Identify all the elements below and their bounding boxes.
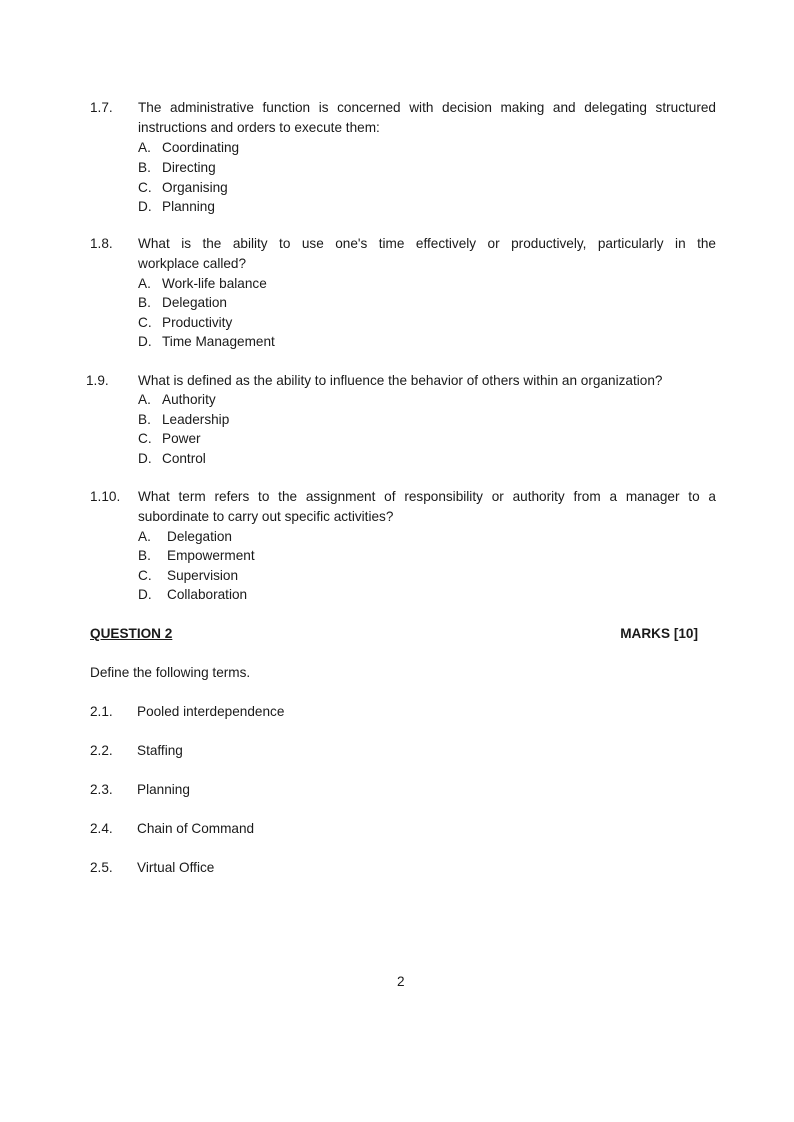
item-number: 2.3.: [90, 782, 113, 797]
option-text: Coordinating: [162, 140, 240, 155]
option-text: Delegation: [167, 529, 232, 544]
page-number: 2: [397, 974, 405, 989]
option-letter: C.: [138, 180, 152, 195]
question-text: subordinate to carry out specific activities?: [138, 509, 394, 524]
question-number: 1.7.: [90, 100, 113, 115]
option-text: Directing: [162, 160, 216, 175]
option-letter: C.: [138, 568, 152, 583]
item-number: 2.2.: [90, 743, 113, 758]
option-text: Supervision: [167, 568, 239, 583]
option-letter: B.: [138, 412, 151, 427]
question-text: What is the ability to use one's time effectively or productively, particularly in the: [138, 236, 716, 251]
option-letter: A.: [138, 276, 151, 291]
question-text: The administrative function is concerned with decision making and delegating structured: [138, 100, 716, 115]
item-number: 2.4.: [90, 821, 113, 836]
option-text: Power: [162, 431, 201, 446]
instruction-text: Define the following terms.: [90, 665, 251, 680]
marks-label: MARKS [10]: [620, 626, 698, 641]
option-letter: C.: [138, 431, 152, 446]
option-text: Planning: [162, 199, 215, 214]
item-number: 2.5.: [90, 860, 113, 875]
question-text: What is defined as the ability to influence the behavior of others within an organization?: [138, 373, 663, 388]
item-text: Pooled interdependence: [137, 704, 285, 719]
question-text: What term refers to the assignment of responsibility or authority from a manager to a: [138, 489, 716, 504]
option-letter: A.: [138, 529, 151, 544]
option-text: Organising: [162, 180, 228, 195]
option-text: Control: [162, 451, 206, 466]
item-text: Virtual Office: [137, 860, 215, 875]
question-number: 1.10.: [90, 489, 121, 504]
question-number: 1.9.: [86, 373, 109, 388]
section-heading: QUESTION 2: [90, 626, 173, 641]
question-text: workplace called?: [138, 256, 247, 271]
question-text: instructions and orders to execute them:: [138, 120, 380, 135]
item-text: Chain of Command: [137, 821, 255, 836]
option-letter: D.: [138, 334, 152, 349]
item-number: 2.1.: [90, 704, 113, 719]
option-text: Time Management: [162, 334, 275, 349]
option-letter: B.: [138, 160, 151, 175]
option-letter: A.: [138, 140, 151, 155]
option-letter: B.: [138, 548, 151, 563]
option-text: Delegation: [162, 295, 227, 310]
option-text: Empowerment: [167, 548, 255, 563]
option-letter: B.: [138, 295, 151, 310]
option-text: Collaboration: [167, 587, 248, 602]
question-number: 1.8.: [90, 236, 113, 251]
item-text: Staffing: [137, 743, 183, 758]
option-text: Leadership: [162, 412, 230, 427]
option-text: Work-life balance: [162, 276, 267, 291]
item-text: Planning: [137, 782, 190, 797]
option-text: Productivity: [162, 315, 233, 330]
option-letter: A.: [138, 392, 151, 407]
option-letter: C.: [138, 315, 152, 330]
option-letter: D.: [138, 587, 152, 602]
option-letter: D.: [138, 451, 152, 466]
option-text: Authority: [162, 392, 216, 407]
option-letter: D.: [138, 199, 152, 214]
